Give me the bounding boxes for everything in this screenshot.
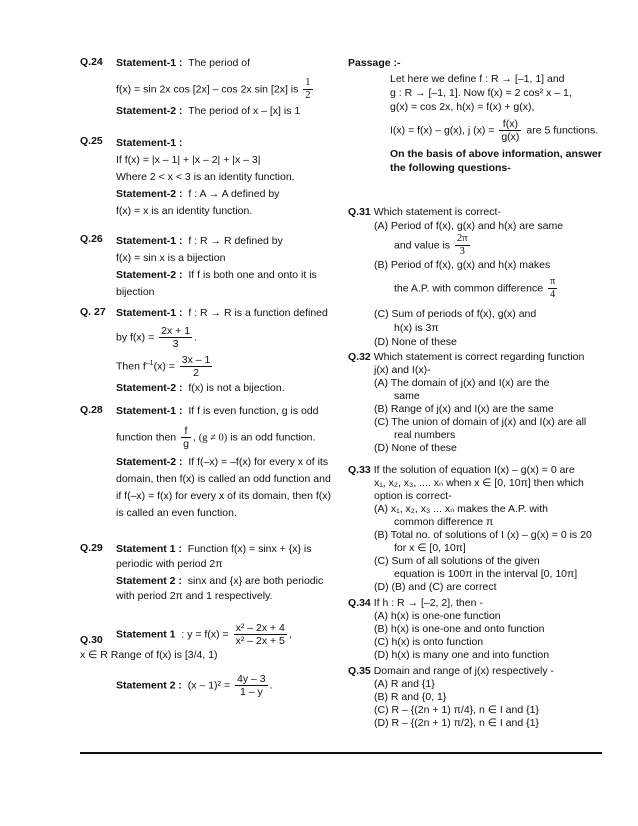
text-line: Where 2 < x < 3 is an identity function. [116, 171, 295, 183]
passage-body [390, 72, 603, 175]
option-d: (D) (B) and (C) are correct [374, 581, 497, 593]
question-30: Q.30 Statement 1 : y = f(x) = $\frac{\text{x² – 2x + 4}}{\text{x² – 2x + 5}}$ , x ∈ R Range of f(x) is [3/4, 1) Statement 2 : (x – 1)² = $\frac{4y - 3}{1 - y}$ . [80, 622, 342, 698]
text-line: f(x) = sin x is a bijection [116, 252, 226, 264]
question-number: Q.29 [80, 542, 103, 554]
passage-line: I(x) = f(x) – g(x), j (x) = [390, 124, 495, 137]
question-35 [348, 665, 608, 730]
statement-2-label: Statement-2 : [116, 382, 183, 394]
question-25 [80, 135, 342, 220]
question-number: Q.26 [80, 233, 103, 245]
option-d: (D) R – {(2n + 1) π/2}, n ∈ I and {1} [374, 717, 539, 729]
question-26 [80, 233, 342, 301]
question-number: Q.25 [80, 135, 103, 147]
passage-line: Let here we define f : R → [–1, 1] and [390, 73, 565, 85]
statement-1-label: Statement-1 : [116, 235, 183, 247]
option-a: (A) x₁, x₂, x₃ ... xₙ makes the A.P. with [374, 503, 549, 515]
option-b: (B) Period of f(x), g(x) and h(x) makes [374, 259, 551, 271]
text-line: (x) = [153, 360, 175, 373]
option-c: (C) The union of domain of j(x) and I(x) are all [374, 416, 587, 428]
statement-2-label: Statement-2 : [116, 105, 183, 117]
fraction: $\frac{1}{2}$ [305, 77, 311, 101]
fraction: $\frac{2x + 1}{3}$ [161, 325, 191, 350]
text-line: with period 2π and 1 respectively. [116, 590, 273, 602]
fraction: $\frac{4y - 3}{1 - y}$ [237, 673, 266, 698]
question-24 [80, 56, 342, 119]
question-number: Q.33 [348, 464, 371, 476]
question-stem: option is correct- [374, 490, 452, 502]
condition: (g ≠ 0) [198, 432, 228, 444]
statement-2-label: Statement-2 : [116, 269, 183, 281]
passage-instruction: the following questions- [390, 162, 511, 174]
superscript: –1 [145, 359, 154, 367]
statement-text: f : R → R defined by [188, 235, 283, 247]
statement-text: Function f(x) = sinx + {x} is [187, 543, 312, 555]
option-text: same [394, 390, 420, 402]
statement-text: If f is even function, g is odd [188, 405, 319, 417]
option-text: common difference π [394, 516, 494, 528]
option-text: the A.P. with common difference [394, 282, 544, 295]
text-line: bijection [116, 286, 155, 298]
option-c: (C) Sum of all solutions of the given [374, 555, 540, 567]
statement-text: The period of [188, 57, 251, 69]
option-b: (B) Total no. of solutions of I (x) – g(x) = 0 is 20 [374, 529, 592, 541]
option-a: (A) h(x) is one-one function [374, 610, 501, 622]
statement-text: f(x) is not a bijection. [188, 382, 285, 394]
statement-text: (x – 1)² = [187, 679, 231, 692]
option-c: (C) h(x) is onto function [374, 636, 484, 648]
fraction: $\frac{f(x)}{g(x)}$ [501, 118, 520, 143]
option-text: and value is [394, 239, 451, 252]
option-c: (C) R – {(2n + 1) π/4}, n ∈ I and {1} [374, 704, 539, 716]
statement-1-label: Statement-1 : [116, 405, 183, 417]
question-number: Q. 27 [80, 306, 106, 318]
question-stem: If the solution of equation I(x) – g(x) = 0 are [373, 464, 575, 476]
formula: f(x) = sin 2x cos [2x] – cos 2x sin [2x] is [116, 83, 299, 96]
statement-1-label: Statement-1 : [116, 137, 183, 149]
option-d: (D) None of these [374, 336, 457, 348]
statement-text: sinx and {x} are both periodic [187, 575, 324, 587]
question-stem: If h : R → [–2, 2], then - [373, 597, 483, 609]
question-number: Q.31 [348, 206, 371, 218]
statement-1-label: Statement-1 : [116, 57, 183, 69]
right-column [348, 56, 603, 729]
option-text: equation is 100π in the interval [0, 10π] [394, 568, 578, 580]
question-33 [348, 464, 608, 594]
text-line: If f(x) = |x – 1| + |x – 2| + |x – 3| [116, 154, 261, 166]
passage-title: Passage :- [348, 57, 401, 69]
text-line: is called an even function. [116, 507, 237, 519]
question-31 [348, 205, 608, 349]
question-34 [348, 597, 608, 662]
option-text: h(x) is 3π [394, 322, 439, 334]
text-line: domain, then f(x) is called an odd function and [116, 473, 331, 485]
statement-text: f : R → R is a function defined [188, 307, 328, 319]
bottom-rule [80, 752, 602, 754]
statement-2-label: Statement 2 : [116, 575, 182, 587]
question-number: Q.35 [348, 665, 371, 677]
text-line: Then f [116, 360, 146, 373]
question-number: Q.30 [80, 634, 103, 646]
statement-text: If f(–x) = –f(x) for every x of its [188, 456, 329, 468]
question-27: Q. 27 Statement-1 : f : R → R is a function defined by f(x) = $\frac{2x + 1}{3}$ . Then $f^{-1}(x)$ = $\frac{3x - 1}{2}$ Statement-2 : f(x) is not a bijection. [80, 306, 328, 394]
option-b: (B) h(x) is one-one and onto function [374, 623, 545, 635]
option-a: (A) R and {1} [374, 678, 435, 690]
text-line: if f(–x) = f(x) for every x of its domain, then f(x) [116, 490, 332, 502]
question-32 [348, 351, 608, 455]
passage-line: g : R → [–1, 1]. Now f(x) = 2 cos² x – 1, [390, 87, 572, 99]
option-b: (B) R and {0, 1} [374, 691, 447, 703]
question-stem: Which statement is correct regarding function [373, 351, 585, 363]
passage-instruction: On the basis of above information, answer [390, 148, 602, 160]
question-number: Q.24 [80, 56, 103, 68]
text-line: periodic with period 2π [116, 558, 223, 570]
statement-2-label: Statement 2 : [116, 679, 182, 692]
question-number: Q.28 [80, 404, 103, 416]
question-28: Q.28 Statement-1 : If f is even function, g is odd function then $\frac{f}{g}$ , (g ≠ 0) is an odd function. Statement-2 : If f(–x) = –f(x) for every x of its domain, then f(x) is called an odd function and if f(–x) = f(x) for every x of its domain, then f(x) is called an even function. [80, 404, 342, 522]
option-a: (A) Period of f(x), g(x) and h(x) are same [374, 220, 564, 232]
statement-1-label: Statement 1 [116, 628, 176, 641]
option-text: real numbers [394, 429, 456, 441]
text-line: is an odd function. [230, 431, 316, 444]
fraction: $\frac{\pi}{4}$ [549, 276, 556, 300]
question-stem: Which statement is correct- [373, 206, 501, 218]
option-d: (D) h(x) is many one and into function [374, 649, 550, 661]
fraction: $\frac{f}{g}$ [183, 425, 189, 450]
question-stem: Domain and range of j(x) respectively - [373, 665, 555, 677]
option-d: (D) None of these [374, 442, 457, 454]
question-stem: j(x) and I(x)- [374, 364, 431, 376]
fraction: $\frac{2\pi}{3}$ [456, 233, 468, 257]
question-29 [80, 542, 342, 604]
statement-text: : y = f(x) = [181, 628, 229, 641]
option-b: (B) Range of j(x) and I(x) are the same [374, 403, 554, 415]
statement-2-label: Statement-2 : [116, 188, 183, 200]
passage-line: are 5 functions. [526, 124, 599, 137]
passage-line: g(x) = cos 2x, h(x) = f(x) + g(x), [390, 101, 535, 113]
text-line: function then [116, 431, 177, 444]
statement-1-label: Statement 1 : [116, 543, 182, 555]
statement-text: The period of x – [x] is 1 [188, 105, 301, 117]
text-line: by f(x) = [116, 331, 155, 344]
text-line: x ∈ R Range of f(x) is [3/4, 1) [80, 649, 218, 661]
statement-1-label: Statement-1 : [116, 307, 183, 319]
option-c: (C) Sum of periods of f(x), g(x) and [374, 308, 537, 320]
statement-2-label: Statement-2 : [116, 456, 183, 468]
statement-text: If f is both one and onto it is [188, 269, 317, 281]
question-number: Q.32 [348, 351, 371, 363]
text-line: f(x) = x is an identity function. [116, 205, 253, 217]
question-stem: x₁, x₂, x₃, .... xₙ when x ∈ [0, 10π] then which [374, 477, 584, 489]
option-text: for x ∈ [0, 10π] [394, 542, 466, 554]
question-number: Q.34 [348, 597, 371, 609]
statement-text: f : A → A defined by [188, 188, 280, 200]
fraction: $\frac{3x - 1}{2}$ [181, 354, 211, 379]
option-a: (A) The domain of j(x) and I(x) are the [374, 377, 550, 389]
fraction: $\frac{\text{x² – 2x + 4}}{\text{x² – 2x + 5}}$ [235, 622, 285, 647]
